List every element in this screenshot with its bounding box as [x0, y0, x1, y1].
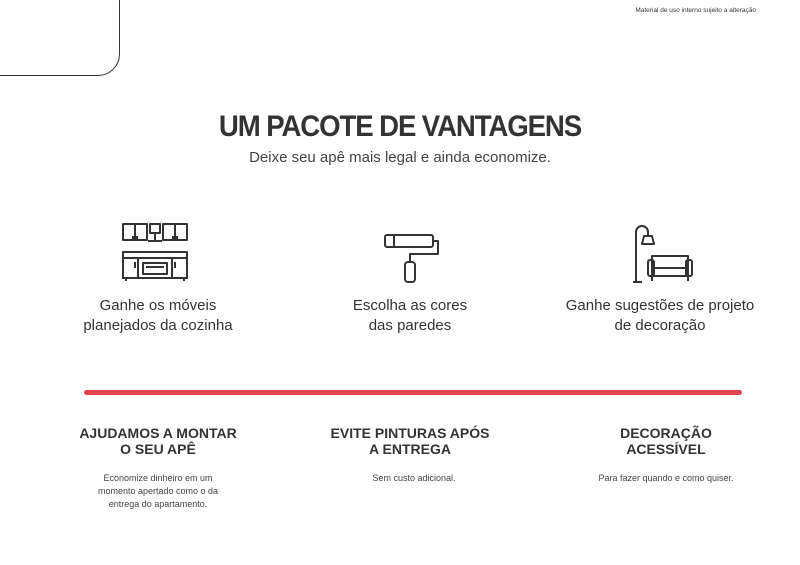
- corner-frame: [0, 0, 120, 76]
- feature-text-decoracao: [566, 472, 766, 485]
- feature-text-montar-line2: momento apertado como o da: [97, 486, 219, 496]
- benefit-kitchen-line2: planejados da cozinha: [83, 317, 233, 334]
- feature-text-montar: [58, 472, 258, 511]
- benefit-paint-line2: das paredes: [368, 317, 452, 334]
- page-subtitle: Deixe seu apê mais legal e ainda economize.: [249, 149, 551, 166]
- accent-divider: [84, 390, 742, 395]
- sofa-lamp-icon: [632, 224, 698, 286]
- feature-text-decoracao-line1: Para fazer quando e como quiser.: [598, 473, 734, 483]
- benefit-paint-line1: Escolha as cores: [352, 297, 468, 314]
- feature-title-decoracao-line1: DECORAÇÃO: [620, 425, 712, 441]
- feature-title-pinturas-line1: EVITE PINTURAS APÓS: [330, 425, 490, 441]
- paint-roller-icon: [382, 232, 442, 284]
- benefit-decor-line1: Ganhe sugestões de projeto: [565, 297, 755, 314]
- feature-title-decoracao: [546, 425, 786, 457]
- feature-text-montar-line1: Economize dinheiro em um: [103, 473, 213, 483]
- page-title: UM PACOTE DE VANTAGENS: [218, 110, 582, 143]
- benefit-decor-line2: de decoração: [614, 317, 706, 334]
- feature-text-pinturas-line1: Sem custo adicional.: [372, 473, 456, 483]
- disclaimer-text: Material de uso interno sujeito a alteração: [635, 7, 756, 14]
- feature-title-montar: [38, 425, 278, 457]
- benefit-kitchen-line1: Ganhe os móveis: [99, 297, 217, 314]
- feature-title-decoracao-line2: ACESSÍVEL: [626, 441, 706, 457]
- feature-text-pinturas: [314, 472, 514, 485]
- kitchen-cabinets-icon: [120, 222, 190, 282]
- benefit-kitchen: [38, 296, 278, 336]
- benefit-paint: [290, 296, 530, 336]
- feature-title-montar-line1: AJUDAMOS A MONTAR: [79, 425, 237, 441]
- feature-title-pinturas: [290, 425, 530, 457]
- feature-text-montar-line3: entrega do apartamento.: [108, 499, 208, 509]
- feature-title-pinturas-line2: A ENTREGA: [369, 441, 451, 457]
- feature-title-montar-line2: O SEU APÊ: [120, 441, 196, 457]
- benefit-decor: [540, 296, 780, 336]
